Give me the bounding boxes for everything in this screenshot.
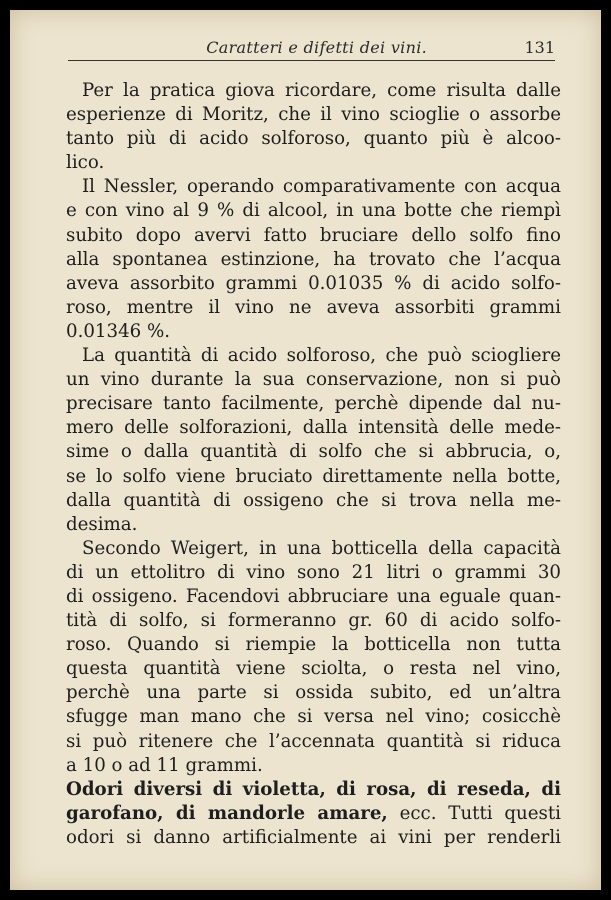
text-line: 0.01346 %. (66, 320, 171, 342)
text-line: La quantità di acido solforoso, che può sciogliere (82, 345, 561, 367)
text-line: Per la pratica giova ricordare, come risulta dalle (82, 80, 561, 101)
text-line: mero delle solforazioni, dalla intensità delle mede- (66, 417, 561, 439)
text-line: questa quantità viene sciolta, o resta nel vino, (66, 658, 561, 680)
text-line: precisare tanto facilmente, perchè dipende dal nu- (66, 393, 561, 415)
section-heading-line: Odori diversi di violetta, di rosa, di reseda, di (66, 778, 561, 800)
text-line: Secondo Weigert, in una botticella della capacità (82, 537, 561, 559)
text-line: un vino durante la sua conservazione, non si può (66, 369, 561, 391)
text-line: di un ettolitro di vino sono 21 litri o grammi 30 (66, 561, 561, 583)
text-line: odori si danno artificialmente ai vini per renderli (66, 826, 561, 848)
page-number: 131 (524, 38, 555, 57)
text-line: tità di solfo, si formeranno gr. 60 di acido solfo- (66, 610, 561, 632)
text-line: a 10 o ad 11 grammi. (66, 754, 263, 776)
text-line: aveva assorbito grammi 0.01035 % di acido solfo- (66, 272, 561, 294)
book-page (10, 10, 601, 890)
running-title: Caratteri e difetti dei vini. (206, 38, 427, 57)
text-line: se lo solfo viene bruciato direttamente nella botte, (66, 465, 561, 487)
text-line: di ossigeno. Facendovi abbruciare una eguale quan- (66, 585, 561, 607)
text-line (66, 802, 561, 826)
text-fragment: ecc. Tutti questi (387, 802, 561, 824)
text-line: lico. (66, 152, 105, 174)
text-line: esperienze di Moritz, che il vino scioglie o assorbe (66, 104, 561, 126)
text-line: si può ritenere che l’accennata quantità si riduca (66, 730, 561, 752)
text-line: perchè una parte si ossida subito, ed un’altra (66, 682, 561, 704)
text-line: alla spontanea estinzione, ha trovato che l’acqua (66, 248, 561, 270)
text-line: dalla quantità di ossigeno che si trova nella me- (66, 489, 561, 511)
text-line: roso. Quando si riempie la botticella non tutta (66, 634, 561, 656)
text-line: desima. (66, 513, 138, 535)
text-line: sfugge man mano che si versa nel vino; cosicchè (66, 706, 561, 728)
text-line: roso, mentre il vino ne aveva assorbiti grammi (66, 296, 561, 318)
page-header (68, 34, 555, 61)
text-line: e con vino al 9 % di alcool, in una botte che riempì (66, 200, 561, 222)
text-line: tanto più di acido solforoso, quanto più è alcoo- (66, 128, 561, 150)
text-line: Il Nessler, operando comparativamente con acqua (82, 176, 561, 198)
text-line: sime o dalla quantità di solfo che si abbrucia, o, (66, 441, 561, 463)
page-body (66, 79, 561, 850)
section-heading-continuation: garofano, di mandorle amare, (66, 802, 388, 824)
text-line: subito dopo avervi fatto bruciare dello solfo fino (66, 224, 561, 246)
